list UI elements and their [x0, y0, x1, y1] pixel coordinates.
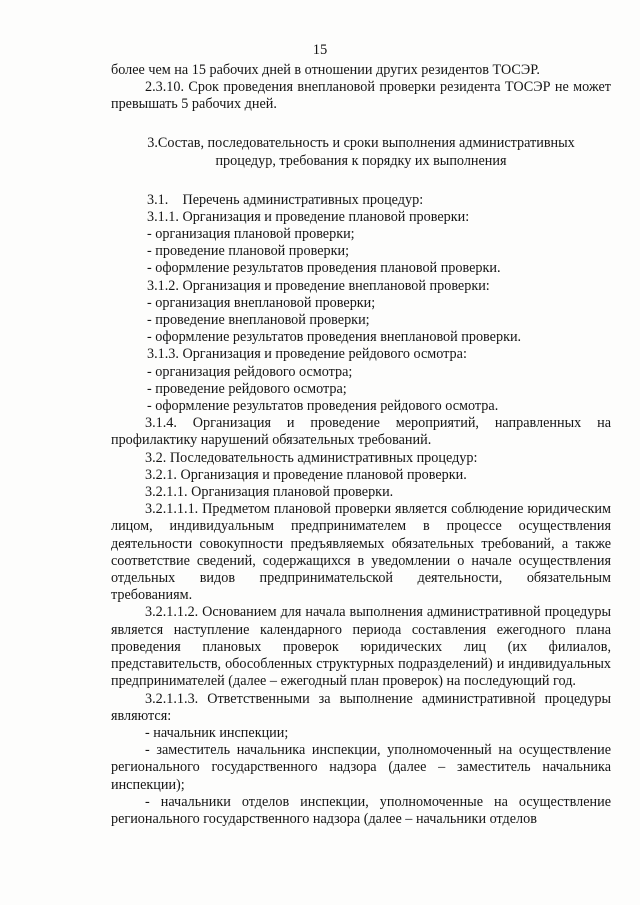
list-item: - организация внеплановой проверки; [147, 294, 376, 311]
section-heading-line2: процедур, требования к порядку их выполнения [215, 152, 507, 169]
paragraph-3-2: 3.2. Последовательность административных процедур: [145, 449, 478, 466]
list-item: - организация рейдового осмотра; [147, 363, 353, 380]
section-heading [111, 134, 611, 170]
paragraph-continuation: более чем на 15 рабочих дней в отношении других резидентов ТОСЭР. [111, 62, 540, 78]
list-item: - организация плановой проверки; [147, 226, 355, 243]
list-item: - проведение внеплановой проверки; [147, 312, 370, 329]
paragraph-3-2-1-1: 3.2.1.1. Организация плановой проверки. [145, 484, 394, 501]
paragraph-3-2-1: 3.2.1. Организация и проведение плановой проверки. [145, 466, 467, 483]
list-item: - оформление результатов проведения плановой проверки. [147, 260, 501, 277]
responsible-item: - начальники отделов инспекции, уполномоченные на осуществление регионального государственного надзора (далее – начальники отделов [111, 793, 611, 827]
paragraph-3-1-4: 3.1.4. Организация и проведение мероприятий, направленных на профилактику нарушений обязательных требований. [111, 415, 611, 449]
paragraph-2-3-10: 2.3.10. Срок проведения внеплановой проверки резидента ТОСЭР не может превышать 5 рабочих дней. [111, 79, 611, 113]
list-item: 3.1.3. Организация и проведение рейдового осмотра: [147, 346, 467, 363]
responsible-item: - начальник инспекции; [145, 724, 289, 741]
list-item: - оформление результатов проведения рейдового осмотра. [147, 398, 499, 415]
paragraph-3-2-1-1-2: 3.2.1.1.2. Основанием для начала выполнения административной процедуры является наступление календарного периода составления ежегодного плана проведения плановых проверок юридических лиц (их филиалов, представительств, обособленных структурных подразделений) и индивидуальных предпринимателей (далее – ежегодный план проверок) на последующий год. [111, 604, 611, 690]
paragraph-3-2-1-1-3: 3.2.1.1.3. Ответственными за выполнение административной процедуры являются: [111, 690, 611, 724]
page-number: 15 [312, 42, 328, 58]
document-body [111, 62, 611, 828]
list-item: - проведение рейдового осмотра; [147, 380, 347, 397]
paragraph-3-2-1-1-1: 3.2.1.1.1. Предметом плановой проверки является соблюдение юридическим лицом, индивидуальным предпринимателем в процессе осуществления деятельности совокупности предъявляемых обязательных требований, а также соответствие сведений, содержащихся в уведомлении о начале осуществления отдельных видов предпринимательской деятельности, обязательным требованиям. [111, 501, 611, 604]
section-heading-line1: 3.Состав, последовательность и сроки выполнения административных [147, 134, 575, 151]
list-item: 3.1.2. Организация и проведение внеплановой проверки: [147, 277, 490, 294]
procedure-list [111, 192, 611, 416]
responsible-item: - заместитель начальника инспекции, уполномоченный на осуществление регионального государственного надзора (далее – заместитель начальника инспекции); [111, 742, 611, 793]
list-item: - проведение плановой проверки; [147, 243, 350, 260]
list-item: 3.1. Перечень административных процедур: [147, 191, 424, 208]
list-item: - оформление результатов проведения внеплановой проверки. [147, 329, 522, 346]
list-item: 3.1.1. Организация и проведение плановой проверки: [147, 208, 470, 225]
